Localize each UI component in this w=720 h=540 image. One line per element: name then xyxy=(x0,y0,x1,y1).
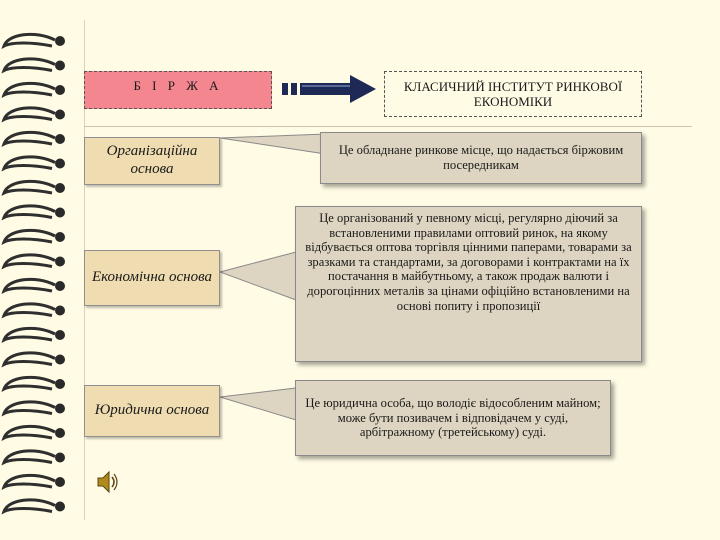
label-text: Юридична основа xyxy=(94,402,210,419)
callout-legal xyxy=(295,380,611,456)
classic-institute-title: КЛАСИЧНИЙ ІНСТИТУТ РИНКОВОЇ ЕКОНОМІКИ xyxy=(403,78,623,109)
callout-organizational xyxy=(320,132,642,184)
speaker-icon[interactable] xyxy=(96,469,120,495)
callout-text: Це організований у певному місці, регулярно діючий за встановленими правилами оптовий ринок, на якому відбувається оптова торгівля цінними паперами, товарами за зразками та стандартами, за договорами і контрактами на їх постачання в майбутньому, а також продаж валюти і дорогоцінних металів за цінами офіційно встановленими на основі попиту і пропозиції xyxy=(305,211,632,313)
callout-economic xyxy=(295,206,642,362)
birzha-title: Б І Р Ж А xyxy=(133,78,223,93)
label-economic-basis xyxy=(84,250,220,306)
label-organizational-basis xyxy=(84,137,220,185)
label-text: Економічна основа xyxy=(91,269,213,286)
callout-text: Це обладнане ринкове місце, що надається біржовим посередникам xyxy=(338,143,624,172)
label-text: Організаційна основа xyxy=(106,143,198,177)
label-legal-basis xyxy=(84,385,220,437)
callout-text: Це юридична особа, що володіє відособленим майном; може бути позивачем і відповідачем у суді, арбітражному (третейському) суді. xyxy=(305,396,601,440)
